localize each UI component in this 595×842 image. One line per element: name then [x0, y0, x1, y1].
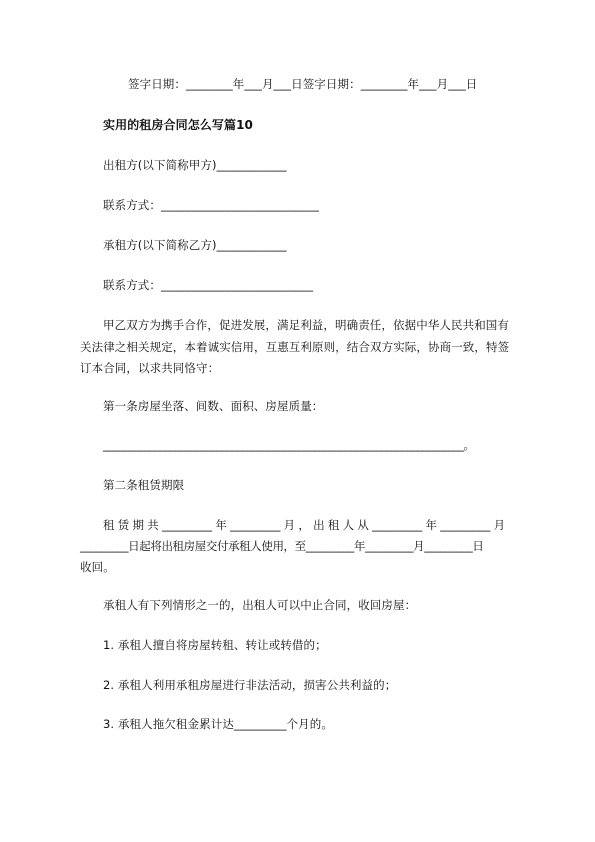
term-paragraph-line-2: _________日起将出租房屋交付承租人使用，至_________年_________月_________日	[80, 539, 484, 553]
condition-item-1: 1. 承租人擅自将房屋转租、转让或转借的；	[103, 638, 327, 652]
reclaim-conditions-line: 承租人有下列情形之一的，出租人可以中止合同，收回房屋：	[103, 598, 417, 612]
lessor-contact-line: 联系方式：___________________________	[103, 198, 319, 212]
condition-item-2: 2. 承租人利用承租房屋进行非法活动，损害公共利益的；	[103, 678, 397, 692]
intro-paragraph-line-2: 关法律之相关规定，本着诚实信用，互惠互利原则，结合双方实际，协商一致，特签	[80, 340, 510, 354]
article-1-heading: 第一条房屋坐落、间数、面积、房屋质量：	[103, 399, 324, 413]
lessor-line: 出租方(以下简称甲方)____________	[103, 158, 287, 172]
article-2-heading: 第二条租赁期限	[103, 478, 185, 492]
intro-paragraph-line-1: 甲乙双方为携手合作，促进发展，满足利益，明确责任，依据中华人民共和国有	[103, 318, 509, 332]
lessee-contact-line: 联系方式：__________________________	[103, 278, 314, 292]
condition-item-3: 3. 承租人拖欠租金累计达_________个月的。	[103, 717, 333, 731]
term-paragraph-line-1: 租 赁 期 共 _________ 年 _________ 月 ， 出 租 人 从 _________ 年 _________ 月	[103, 518, 505, 532]
signature-date-line: 签字日期：________年___月___日签字日期：________年___月___日	[128, 77, 478, 91]
section-heading: 实用的租房合同怎么写篇10	[103, 118, 254, 132]
intro-paragraph-line-3: 订本合同，以求共同恪守：	[80, 361, 220, 375]
lessee-line: 承租方(以下简称乙方)____________	[103, 238, 287, 252]
article-1-blank: ______________________________________________________________________。	[103, 438, 475, 452]
term-paragraph-line-3: 收回。	[80, 560, 115, 574]
